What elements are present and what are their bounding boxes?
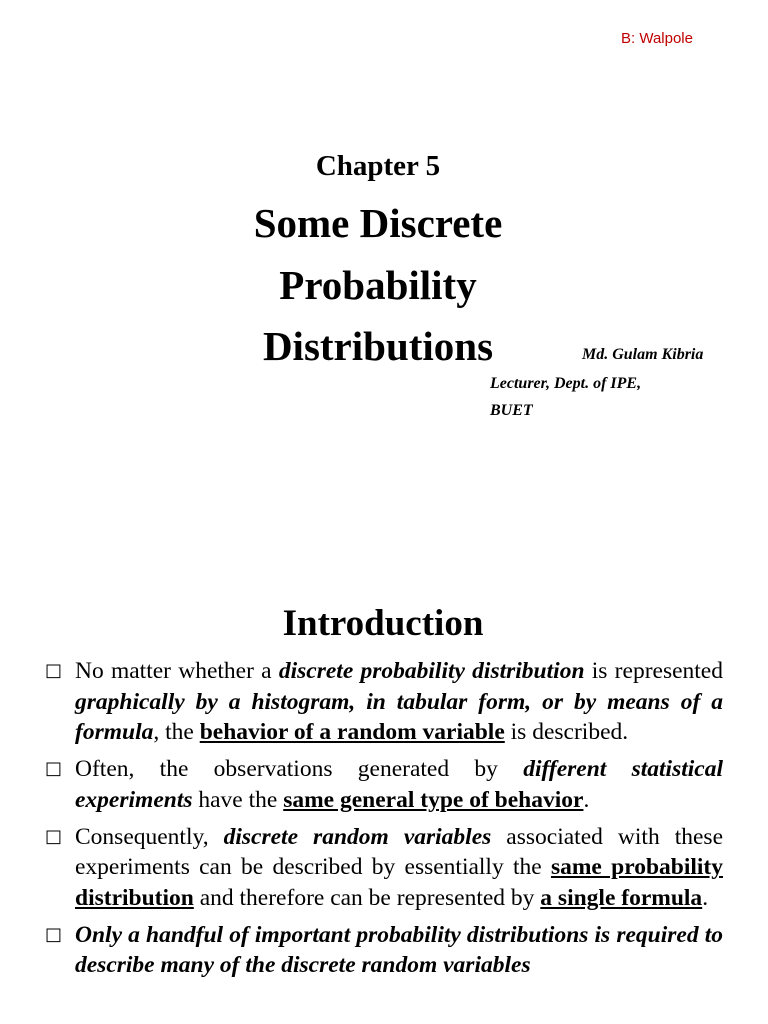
introduction-heading: Introduction (282, 603, 484, 644)
bullet-text-segment: associated with these experiments can be described by essentially the (75, 823, 724, 881)
bullet-text-segment: discrete random variables (223, 823, 492, 850)
header-note: B: Walpole (621, 30, 693, 47)
title-line-3: Distributions (262, 323, 494, 369)
bullet-item (45, 754, 723, 815)
bullet-text-segment: . (583, 786, 590, 813)
bullet-text-segment: behavior of a random variable (199, 719, 505, 746)
bullet-item (45, 920, 723, 981)
bullet-text-segment: , the (153, 719, 200, 746)
bullet-box-icon: □ (45, 923, 63, 945)
bullet-text-segment: is represented (584, 658, 723, 684)
bullet-box-icon: □ (45, 825, 63, 847)
bullet-box-icon: □ (45, 758, 63, 780)
author-position: Lecturer, Dept. of IPE, (490, 375, 642, 392)
bullet-text-segment: Consequently, (75, 823, 224, 850)
title-line-2: Probability (279, 262, 477, 308)
bullet-text-segment: discrete probability distribution (278, 658, 585, 684)
bullet-item (45, 822, 723, 914)
bullet-text-segment: Often, the observations generated by (75, 756, 524, 783)
bullet-text-segment: is described. (504, 719, 629, 746)
introduction-bullet-list (45, 656, 723, 987)
bullet-text-segment: a single formula (540, 884, 703, 911)
author-name: Md. Gulam Kibria (582, 346, 704, 363)
title-line-1: Some Discrete (253, 200, 503, 246)
bullet-text-segment: Only a handful of important probability distributions is required to describe many of the discrete random variables (75, 921, 723, 979)
bullet-text-segment: same general type of behavior (283, 786, 584, 813)
bullet-text-segment: different statistical experiments (75, 756, 723, 813)
bullet-item (45, 656, 723, 748)
bullet-box-icon: □ (45, 660, 63, 681)
chapter-label: Chapter 5 (315, 150, 441, 182)
bullet-text-segment: same probability distribution (75, 854, 723, 911)
bullet-text-segment: . (702, 884, 709, 911)
author-institution: BUET (490, 402, 533, 419)
bullet-text-segment: No matter whether a (75, 658, 279, 684)
bullet-text-segment: have the (192, 786, 284, 813)
bullet-text-segment: graphically by a histogram, in tabular form, or by means of a formula (75, 688, 723, 746)
bullet-text-segment: and therefore can be represented by (193, 884, 541, 911)
